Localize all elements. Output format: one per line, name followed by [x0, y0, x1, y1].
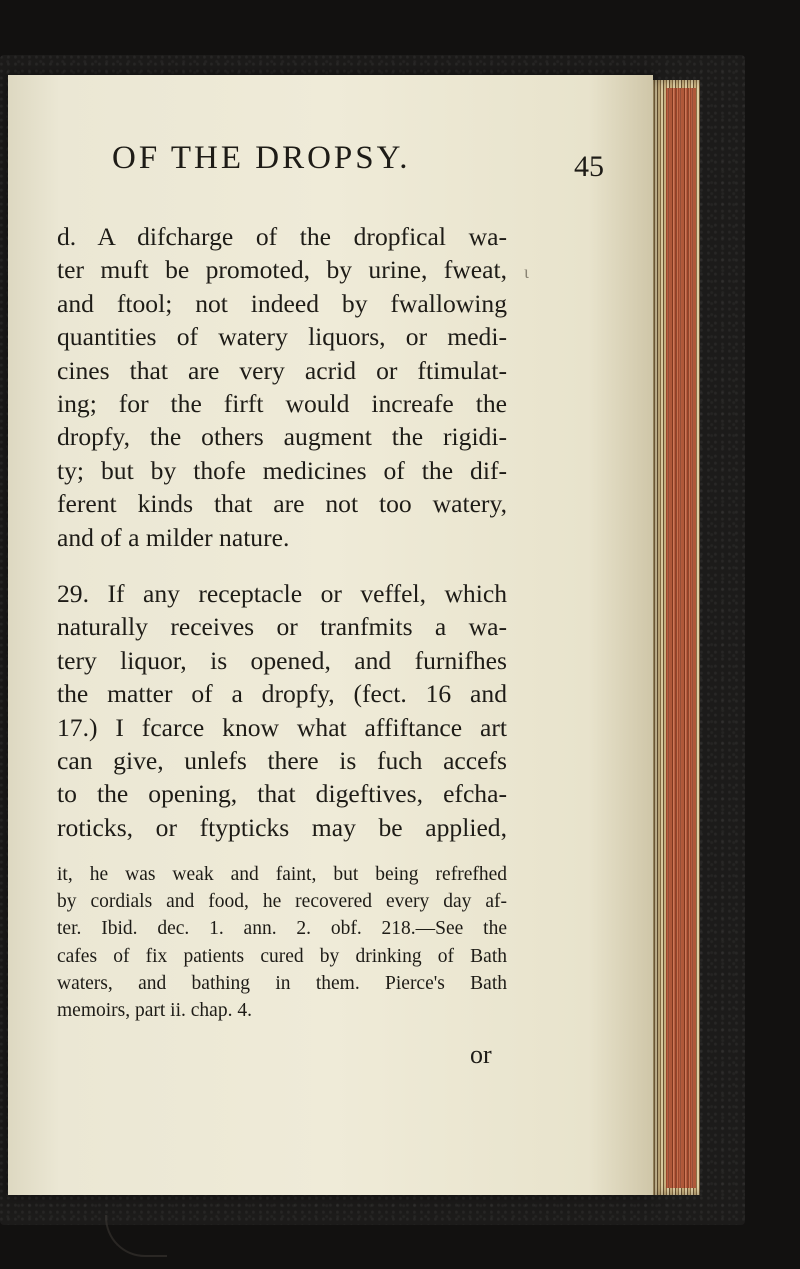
text-line: ter muft be promoted, by urine, fweat,: [57, 255, 507, 285]
footnote-line: memoirs, part ii. chap. 4.: [57, 1000, 252, 1022]
paragraph-d: [57, 220, 507, 554]
footnote-line: ter. Ibid. dec. 1. ann. 2. obf. 218.—See the: [57, 918, 507, 940]
text-line: to the opening, that digeftives, efcha-: [57, 779, 507, 809]
text-line: d. A difcharge of the dropfical wa-: [57, 222, 507, 251]
page-fore-edge-red: [666, 88, 696, 1188]
paragraph-29: [57, 577, 507, 844]
text-line: ferent kinds that are not too watery,: [57, 489, 507, 519]
catchword: or: [470, 1040, 492, 1069]
footnote-line: cafes of fix patients cured by drinking of Bath: [57, 945, 507, 967]
page-number: 45: [574, 150, 604, 183]
footnote-line: waters, and bathing in them. Pierce's Bath: [57, 972, 507, 994]
text-line: ty; but by thofe medicines of the dif-: [57, 455, 507, 485]
text-line: 17.) I fcarce know what affiftance art: [57, 712, 507, 742]
running-head: OF THE DROPSY.: [112, 140, 411, 176]
text-line: and of a milder nature.: [57, 522, 290, 552]
text-line: roticks, or ftypticks may be applied,: [57, 812, 507, 842]
text-line: quantities of watery liquors, or medi-: [57, 322, 507, 352]
text-line: and ftool; not indeed by fwallowing: [57, 288, 507, 318]
text-line: can give, unlefs there is fuch accefs: [57, 746, 507, 776]
footnote-line: by cordials and food, he recovered every day af-: [57, 891, 507, 913]
text-line: naturally receives or tranfmits a wa-: [57, 612, 507, 642]
text-line: cines that are very acrid or ftimulat-: [57, 355, 507, 385]
page-corner-shadow: [105, 1215, 167, 1257]
text-line: ing; for the firft would increafe the: [57, 389, 507, 419]
footnote: [57, 861, 507, 1024]
text-line: dropfy, the others augment the rigidi-: [57, 422, 507, 452]
footnote-line: it, he was weak and faint, but being refrefhed: [57, 864, 507, 885]
text-line: 29. If any receptacle or veffel, which: [57, 579, 507, 608]
text-line: tery liquor, is opened, and furnifhes: [57, 645, 507, 675]
text-line: the matter of a dropfy, (fect. 16 and: [57, 679, 507, 709]
stray-mark: ι: [524, 262, 529, 282]
